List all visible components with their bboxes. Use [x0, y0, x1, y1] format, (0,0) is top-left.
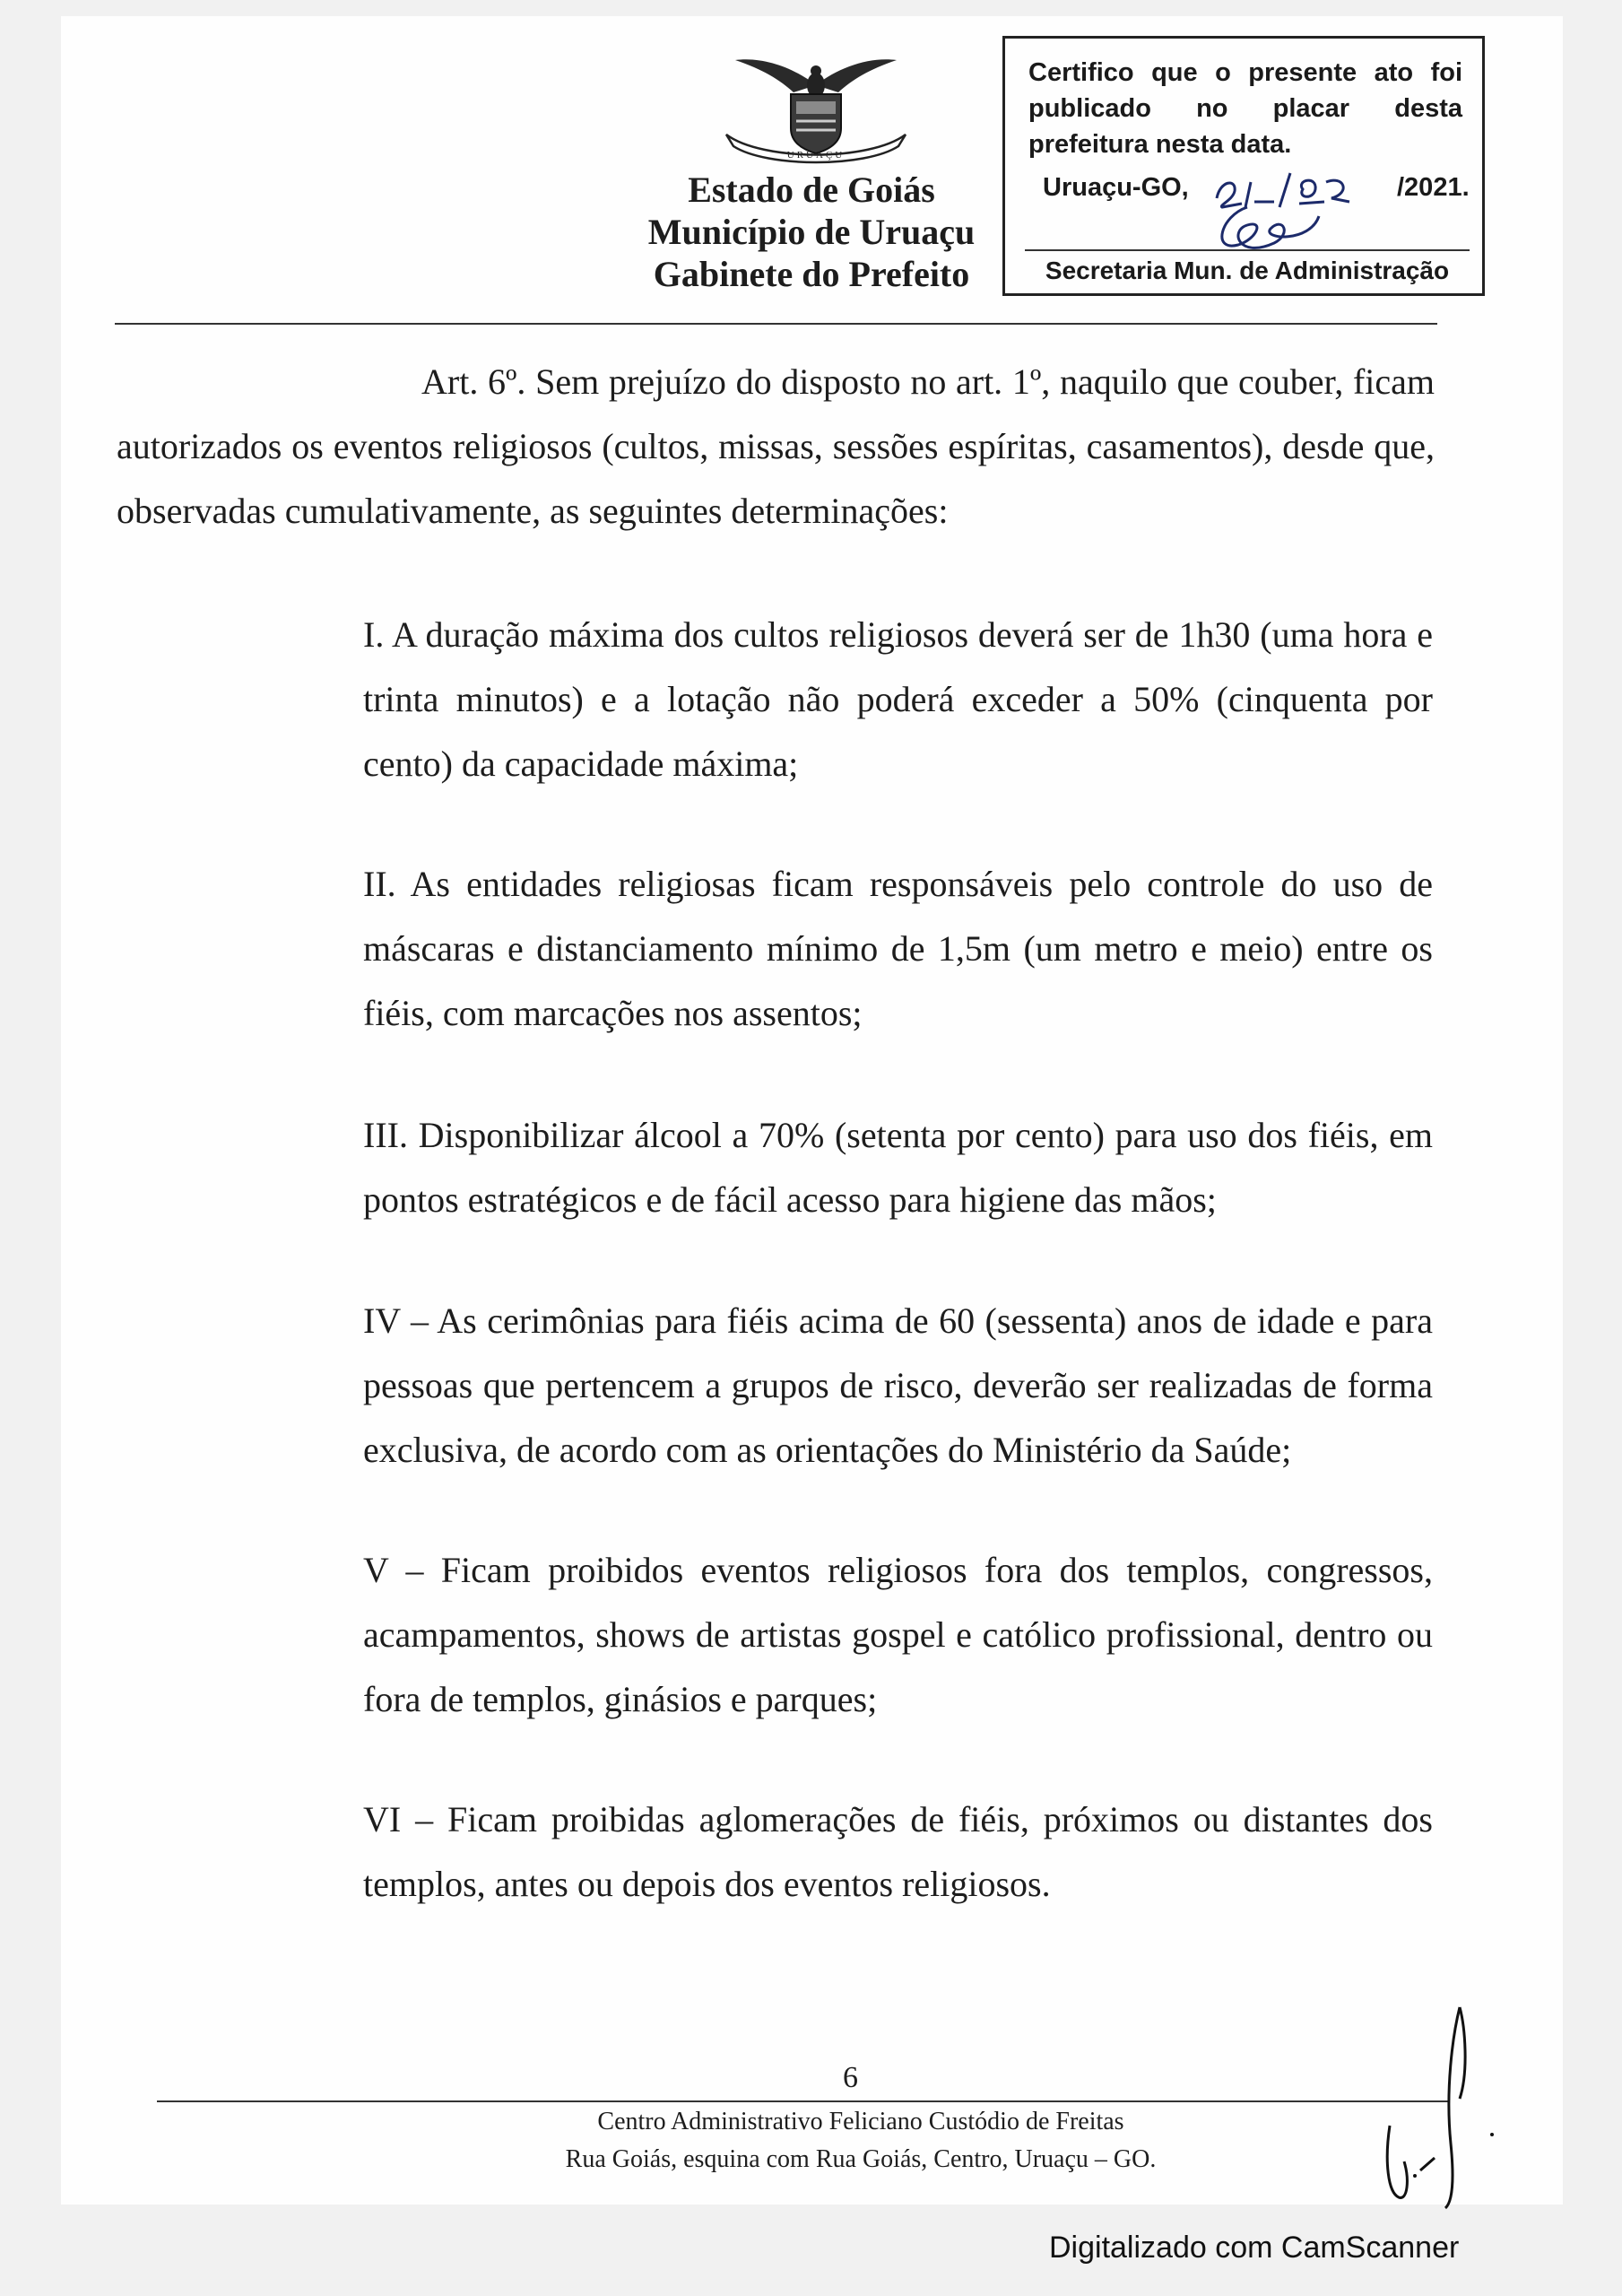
list-item: I. A duração máxima dos cultos religiosos deverá ser de 1h30 (uma hora e trinta minutos) e a lotação não poderá exceder a 50% (cinquenta por cento) da capacidade máxima; — [363, 614, 1433, 784]
footer-line-2: Rua Goiás, esquina com Rua Goiás, Centro, Uruaçu – GO. — [565, 2145, 1157, 2173]
office-name: Gabinete do Prefeito — [653, 254, 970, 294]
scanner-watermark: Digitalizado com CamScanner — [1049, 2231, 1460, 2265]
article-paragraph: Art. 6º. Sem prejuízo do disposto no art. 1º, naquilo que couber, ficam autorizados os eventos religiosos (cultos, missas, sessões espíritas, casamentos), desde que, observadas cumulativamente, as seguintes determinações: — [117, 361, 1435, 531]
list-item: III. Disponibilizar álcool a 70% (setenta por cento) para uso dos fiéis, em pontos estratégicos e de fácil acesso para higiene das mãos; — [363, 1115, 1433, 1220]
stamp-certification-text — [1028, 55, 1462, 162]
list-item: V – Ficam proibidos eventos religiosos fora dos templos, congressos, acampamentos, shows de artistas gospel e católico profissional, dentro ou fora de templos, ginásios e parques; — [363, 1550, 1433, 1719]
stamp-secretaria: Secretaria Mun. de Administração — [1045, 257, 1450, 284]
list-item: IV – As cerimônias para fiéis acima de 60 (sessenta) anos de idade e para pessoas que pertencem a grupos de risco, deverão ser realizadas de forma exclusiva, de acordo com as orientações do Ministério da Saúde; — [363, 1300, 1433, 1470]
publication-stamp — [1002, 36, 1485, 296]
footer-divider — [157, 2100, 1448, 2102]
stamp-signature-line — [1025, 249, 1470, 251]
list-item: VI – Ficam proibidas aglomerações de fiéis, próximos ou distantes dos templos, antes ou depois dos eventos religiosos. — [363, 1799, 1433, 1904]
stamp-line-2: publicado no placar desta — [1028, 94, 1462, 123]
stamp-year: /2021. — [1397, 173, 1470, 202]
footer-address — [395, 2103, 1327, 2179]
state-name: Estado de Goiás — [688, 170, 935, 210]
footer-line-1: Centro Administrativo Feliciano Custódio de Freitas — [597, 2108, 1124, 2135]
stamp-line-1: Certifico que o presente ato foi — [1028, 58, 1462, 87]
handwritten-signature — [1345, 2000, 1506, 2215]
crest-ribbon-text: URUAÇU — [786, 150, 846, 161]
government-header — [578, 169, 1045, 295]
page-number: 6 — [843, 2061, 858, 2094]
stamp-line-3: prefeitura nesta data. — [1028, 130, 1292, 159]
municipality-name: Município de Uruaçu — [647, 212, 976, 252]
stamp-place: Uruaçu-GO, — [1043, 173, 1189, 202]
coat-of-arms-icon — [708, 49, 924, 170]
list-item: II. As entidades religiosas ficam responsáveis pelo controle do uso de máscaras e distanciamento mínimo de 1,5m (um metro e meio) entre os fiéis, com marcações nos assentos; — [363, 864, 1433, 1033]
stamp-date-line — [1043, 173, 1470, 203]
header-divider — [115, 323, 1437, 325]
